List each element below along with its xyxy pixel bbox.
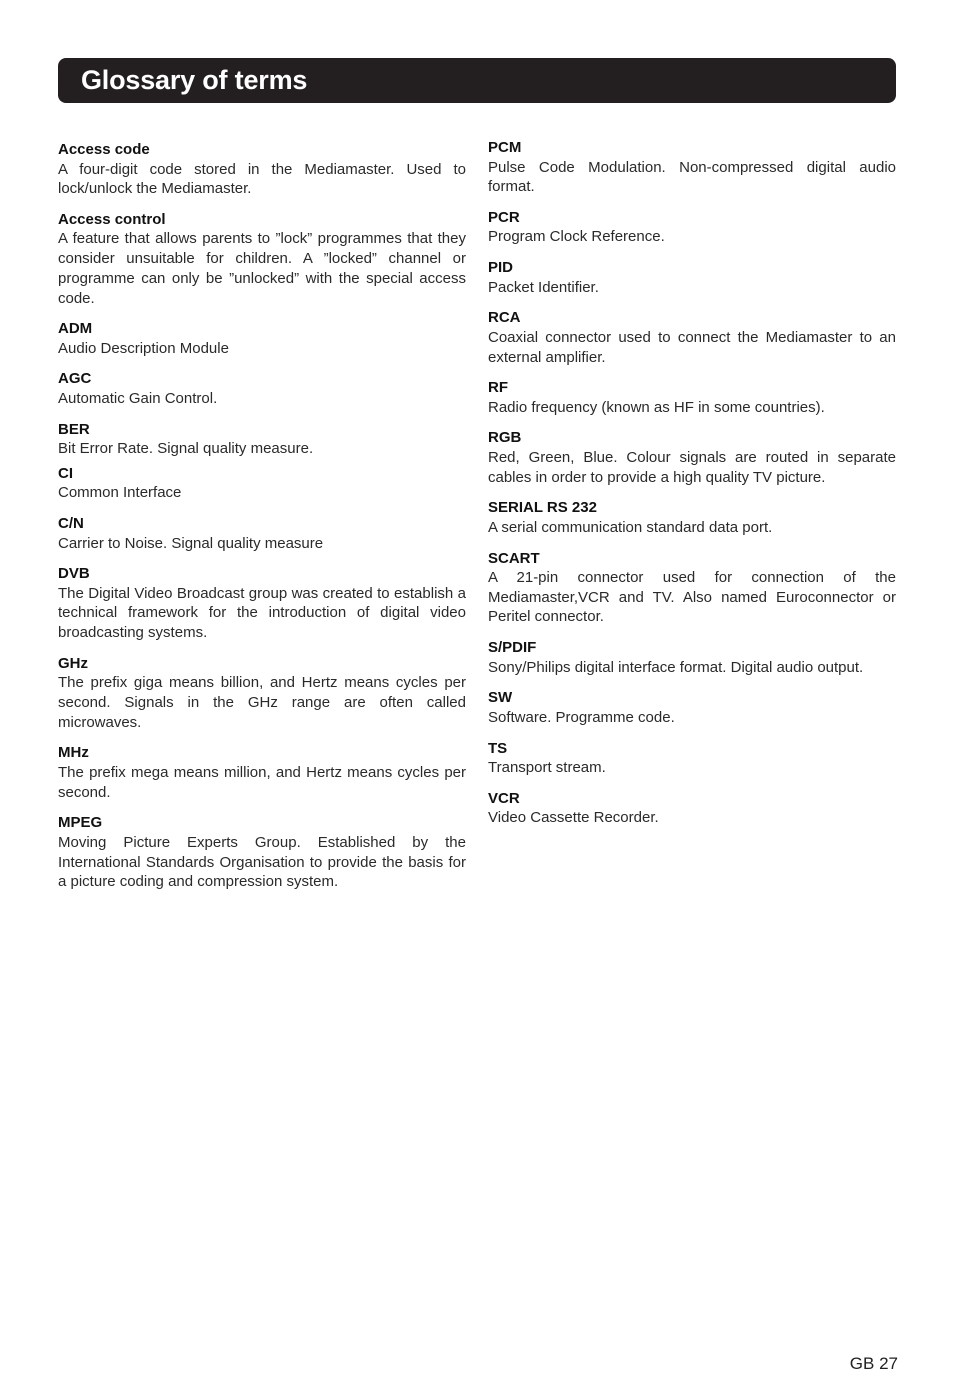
glossary-term: DVB [58, 565, 90, 583]
glossary-entry [58, 140, 466, 199]
glossary-definition: Program Clock Reference. [488, 228, 665, 246]
glossary-term: SCART [488, 549, 540, 567]
glossary-entry [58, 319, 466, 358]
glossary-term: C/N [58, 515, 84, 533]
glossary-entry [488, 258, 896, 297]
glossary-definition: The prefix giga means billion, and Hertz means cycles per second. Signals in the GHz range are often called microwaves. [58, 674, 466, 731]
glossary-entry [488, 498, 896, 537]
glossary-definition: The prefix mega means million, and Hertz means cycles per second. [58, 763, 466, 801]
glossary-entry [488, 638, 896, 677]
glossary-definition: Coaxial connector used to connect the Mediamaster to an external amplifier. [488, 328, 896, 366]
glossary-entry [58, 743, 466, 802]
glossary-entry [488, 428, 896, 487]
glossary-definition: Red, Green, Blue. Colour signals are routed in separate cables in order to provide a high quality TV picture. [488, 448, 896, 486]
glossary-definition: Bit Error Rate. Signal quality measure. [58, 440, 314, 458]
glossary-definition: Common Interface [58, 484, 182, 502]
glossary-term: ADM [58, 320, 93, 338]
glossary-entry [58, 420, 466, 459]
glossary-term: Access code [58, 141, 150, 158]
glossary-term: Access control [58, 210, 166, 228]
glossary-term: SERIAL RS 232 [488, 499, 597, 517]
glossary-entry [488, 208, 896, 247]
glossary-term: PCM [488, 139, 522, 156]
glossary-term: RCA [488, 309, 521, 327]
page-number: GB 27 [849, 1354, 898, 1373]
glossary-definition: Automatic Gain Control. [58, 389, 218, 407]
glossary-definition: Radio frequency (known as HF in some countries). [488, 398, 825, 416]
glossary-term: GHz [58, 654, 88, 672]
glossary-entry [58, 514, 466, 553]
glossary-term: SW [488, 689, 513, 707]
glossary-term: BER [58, 420, 90, 438]
glossary-term: CI [58, 464, 73, 482]
glossary-entry [488, 739, 896, 778]
glossary-term: MHz [58, 744, 89, 762]
glossary-term: RGB [488, 429, 522, 447]
glossary-definition: A serial communication standard data port. [488, 518, 773, 536]
glossary-entry [58, 654, 466, 733]
glossary-definition: A feature that allows parents to ”lock” programmes that they consider unsuitable for children. A ”locked” channel or programme can only be ”unlocked” with the special access code. [58, 230, 466, 307]
glossary-definition: Audio Description Module [58, 339, 229, 357]
glossary-definition: The Digital Video Broadcast group was created to establish a technical framework for the introduction of digital video broadcasting systems. [58, 584, 466, 642]
glossary-entry [58, 464, 466, 503]
glossary-entry [488, 549, 896, 628]
glossary-entry [488, 308, 896, 367]
glossary-entry [488, 378, 896, 417]
glossary-definition: Moving Picture Experts Group. Established by the International Standards Organisation to provide the basis for a picture coding and compression system. [58, 833, 466, 891]
glossary-term: PID [488, 259, 514, 277]
glossary-definition: Transport stream. [488, 759, 606, 777]
glossary-entry [488, 138, 896, 197]
glossary-left-column [58, 140, 466, 903]
glossary-definition: Software. Programme code. [488, 708, 675, 726]
glossary-entry [58, 564, 466, 643]
glossary-entry [58, 813, 466, 892]
glossary-entry [488, 688, 896, 727]
glossary-term: MPEG [58, 814, 103, 832]
glossary-term: RF [488, 379, 508, 397]
glossary-entry [488, 789, 896, 828]
glossary-definition: Packet Identifier. [488, 278, 599, 296]
glossary-entry [58, 210, 466, 308]
page-title: Glossary of terms [81, 65, 308, 95]
glossary-right-column [488, 138, 896, 839]
glossary-definition: A four-digit code stored in the Mediamaster. Used to lock/unlock the Mediamaster. [58, 160, 466, 198]
glossary-term: VCR [488, 789, 520, 807]
glossary-entry [58, 369, 466, 408]
glossary-term: PCR [488, 208, 520, 226]
title-bar [58, 58, 896, 103]
glossary-term: AGC [58, 370, 92, 388]
glossary-definition: Sony/Philips digital interface format. Digital audio output. [488, 658, 864, 676]
glossary-term: S/PDIF [488, 639, 537, 657]
glossary-definition: Carrier to Noise. Signal quality measure [58, 534, 324, 552]
glossary-definition: Video Cassette Recorder. [488, 809, 659, 827]
glossary-term: TS [488, 739, 508, 757]
glossary-definition: Pulse Code Modulation. Non-compressed digital audio format. [488, 158, 896, 196]
glossary-definition: A 21-pin connector used for connection of the Mediamaster,VCR and TV. Also named Euroconnector or Peritel connector. [488, 569, 896, 626]
